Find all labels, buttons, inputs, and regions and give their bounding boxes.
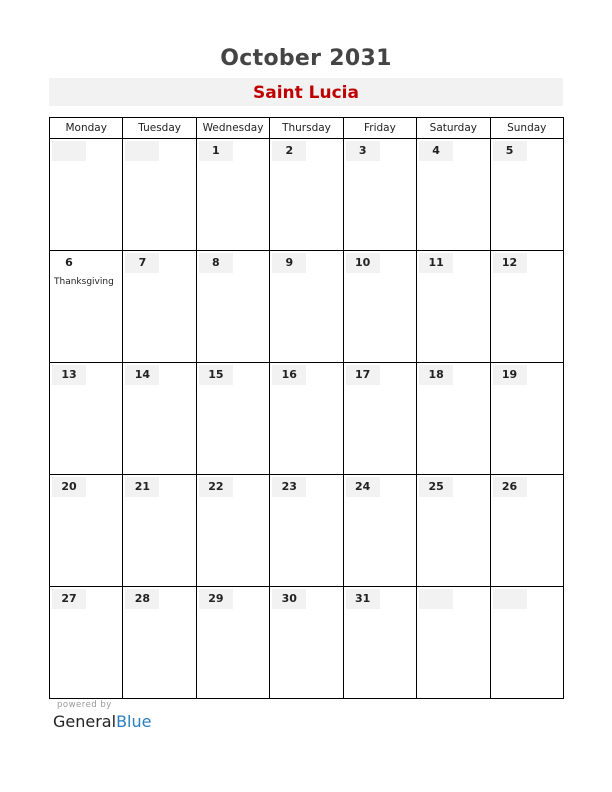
day-number	[419, 589, 453, 609]
day-cell	[490, 139, 563, 251]
weekday-header: Monday	[50, 118, 123, 139]
day-cell	[490, 587, 563, 699]
day-number: 7	[125, 253, 159, 273]
day-number: 11	[419, 253, 453, 273]
day-number: 21	[125, 477, 159, 497]
day-number	[52, 141, 86, 161]
day-number: 15	[199, 365, 233, 385]
brand-logo[interactable]	[53, 712, 151, 731]
page-title: October 2031	[220, 46, 392, 71]
day-number: 18	[419, 365, 453, 385]
day-number: 5	[493, 141, 527, 161]
day-cell	[196, 251, 269, 363]
day-cell	[196, 363, 269, 475]
country-banner	[49, 78, 563, 106]
day-cell	[270, 587, 343, 699]
weekday-header: Tuesday	[123, 118, 196, 139]
day-cell	[270, 363, 343, 475]
day-number: 10	[346, 253, 380, 273]
day-number: 4	[419, 141, 453, 161]
day-number: 30	[272, 589, 306, 609]
day-cell	[417, 363, 490, 475]
week-row	[50, 363, 564, 475]
day-cell	[417, 251, 490, 363]
day-cell	[417, 139, 490, 251]
day-number: 24	[346, 477, 380, 497]
day-cell	[196, 139, 269, 251]
day-cell	[270, 475, 343, 587]
day-cell	[50, 587, 123, 699]
day-cell	[270, 251, 343, 363]
day-cell	[343, 587, 416, 699]
day-cell	[196, 475, 269, 587]
week-row	[50, 475, 564, 587]
weekday-header: Wednesday	[196, 118, 269, 139]
day-cell	[123, 363, 196, 475]
day-number: 9	[272, 253, 306, 273]
day-number: 25	[419, 477, 453, 497]
calendar-grid	[49, 117, 564, 699]
day-number: 20	[52, 477, 86, 497]
week-row	[50, 139, 564, 251]
day-cell	[343, 363, 416, 475]
day-number: 12	[493, 253, 527, 273]
day-cell	[50, 475, 123, 587]
day-cell	[123, 475, 196, 587]
day-number	[125, 141, 159, 161]
day-number: 1	[199, 141, 233, 161]
day-number: 28	[125, 589, 159, 609]
day-cell	[123, 139, 196, 251]
day-number: 6	[65, 256, 73, 269]
day-number: 26	[493, 477, 527, 497]
weekday-header: Sunday	[490, 118, 563, 139]
weekday-header-row	[50, 118, 564, 139]
brand-general-text: General	[53, 712, 117, 731]
week-row	[50, 587, 564, 699]
day-cell	[417, 475, 490, 587]
day-number: 31	[346, 589, 380, 609]
day-number	[493, 589, 527, 609]
day-cell	[50, 363, 123, 475]
day-cell	[490, 475, 563, 587]
holiday-label: Thanksgiving	[54, 277, 114, 287]
day-number: 22	[199, 477, 233, 497]
day-number: 8	[199, 253, 233, 273]
day-number: 19	[493, 365, 527, 385]
weekday-header: Saturday	[417, 118, 490, 139]
day-number: 14	[125, 365, 159, 385]
weekday-header: Thursday	[270, 118, 343, 139]
day-number: 17	[346, 365, 380, 385]
day-cell	[343, 475, 416, 587]
day-cell	[490, 251, 563, 363]
day-number: 3	[346, 141, 380, 161]
day-number: 29	[199, 589, 233, 609]
day-number: 23	[272, 477, 306, 497]
day-number: 2	[272, 141, 306, 161]
day-cell	[50, 251, 123, 363]
day-cell	[417, 587, 490, 699]
day-cell	[123, 587, 196, 699]
day-cell	[490, 363, 563, 475]
day-cell	[50, 139, 123, 251]
country-name: Saint Lucia	[252, 83, 359, 103]
week-row	[50, 251, 564, 363]
brand-blue-text: Blue	[116, 712, 152, 731]
day-cell	[343, 251, 416, 363]
day-number: 27	[52, 589, 86, 609]
day-cell	[270, 139, 343, 251]
weekday-header: Friday	[343, 118, 416, 139]
day-cell	[196, 587, 269, 699]
powered-by-label: powered by	[57, 700, 112, 710]
day-number: 13	[52, 365, 86, 385]
day-cell	[343, 139, 416, 251]
day-cell	[123, 251, 196, 363]
day-number: 16	[272, 365, 306, 385]
